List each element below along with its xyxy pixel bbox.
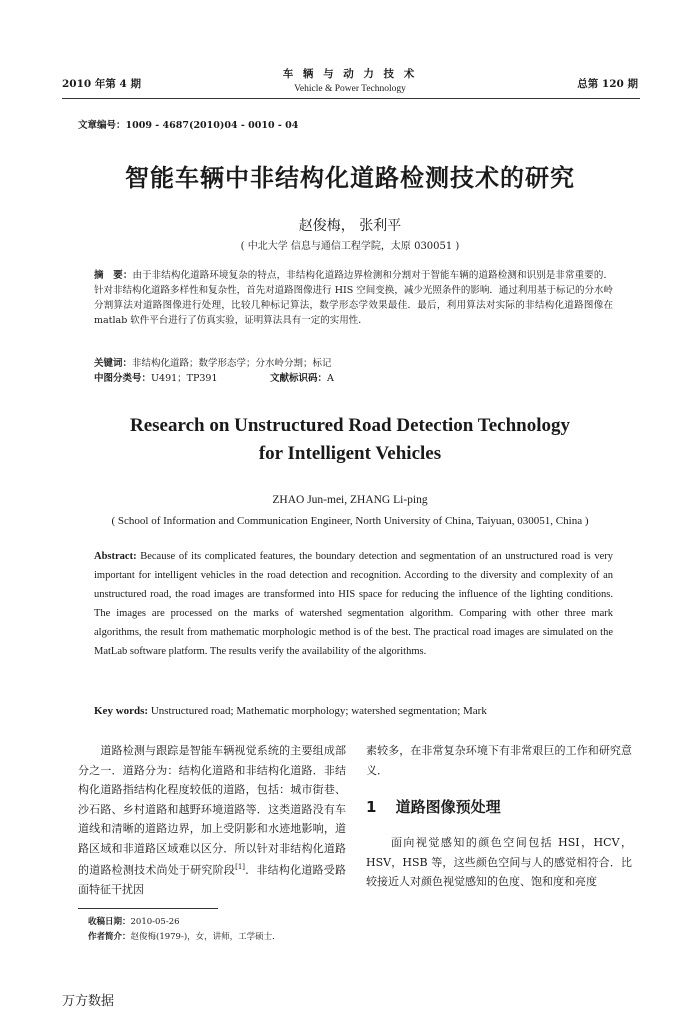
received-value: 2010-05-26: [130, 917, 180, 927]
doc-code-label: 文献标识码：: [270, 373, 328, 384]
header-rule: [62, 98, 640, 99]
body-right-bottom: 面向视觉感知的颜色空间包括 HSI，HCV，HSV，HSB 等，这些颜色空间与人的感觉相符合．比较接近人对颜色视觉感知的色度、饱和度和亮度: [366, 836, 632, 888]
keywords-cn-label: 关键词：: [94, 358, 133, 369]
affiliation-en: ( School of Information and Communication Engineer, North University of China, Taiyuan, 030051, China ): [111, 515, 589, 527]
page-title-cn: 智能车辆中非结构化道路检测技术的研究: [125, 164, 575, 192]
watermark: 万方数据: [62, 994, 115, 1009]
keywords-cn: [94, 356, 332, 371]
article-number-value: 1009 - 4687(2010)04 - 0010 - 04: [125, 120, 299, 131]
document-code: [270, 371, 334, 386]
keywords-cn-text: 非结构化道路；数学形态学；分水岭分割；标记: [132, 358, 332, 369]
doc-code-value: A: [327, 373, 334, 384]
section-heading: [366, 796, 501, 817]
keywords-en: [94, 705, 613, 717]
abstract-en-label: Abstract:: [94, 551, 137, 562]
section-number: 1: [366, 798, 377, 816]
issue-label: 2010 年第 4 期: [62, 78, 141, 90]
page-title-en-text: Research on Unstructured Road Detection Technology for Intelligent Vehicles: [130, 415, 570, 464]
author-bio: [88, 930, 281, 944]
author-bio-text: 赵俊梅(1979-)，女，讲师，工学硕士．: [130, 932, 281, 942]
author-bio-label: 作者简介：: [88, 932, 131, 942]
section-title: 道路图像预处理: [395, 798, 501, 816]
body-left-tail: ．非结构化道路受路面特征干扰因: [78, 863, 347, 897]
class-no-value: U491；TP391: [151, 373, 218, 384]
received-date: [88, 915, 180, 929]
body-left-text: 道路检测与跟踪是智能车辆视觉系统的主要组成部分之一．道路分为：结构化道路和非结构化道路．非结构化道路指结构化程度较低的道路，包括：城市街巷、沙石路、乡村道路和越野环境道路等．这类道路没有车道线和清晰的道路边界，加上受阴影和水迹地影响，道路区域和非道路区域难以区分．所以针对非结构化道路的道路检测技术尚处于研究阶段: [78, 744, 346, 877]
classification: [94, 371, 218, 386]
affiliation-cn: ( 中北大学 信息与通信工程学院，太原 030051 ): [240, 241, 460, 252]
class-no-label: 中图分类号：: [94, 373, 152, 384]
abstract-cn: [94, 268, 613, 328]
article-number: [78, 117, 298, 131]
body-right-top: 素较多，在非常复杂环境下有非常艰巨的工作和研究意义．: [366, 744, 632, 777]
article-number-label: 文章编号：: [78, 120, 126, 131]
citation-ref: [1]: [235, 863, 246, 871]
body-left-column: [78, 741, 346, 900]
abstract-en: [94, 547, 613, 661]
journal-name-en: Vehicle & Power Technology: [294, 84, 406, 94]
authors-en: ZHAO Jun-mei, ZHANG Li-ping: [272, 494, 428, 506]
keywords-en-label: Key words:: [94, 705, 149, 717]
received-label: 收稿日期：: [88, 917, 131, 927]
abstract-cn-label: 摘 要：: [94, 270, 133, 281]
total-issue-label: 总第 120 期: [577, 78, 638, 90]
abstract-cn-text: 由于非结构化道路环境复杂的特点，非结构化道路边界检测和分割对于智能车辆的道路检测和识别是非常重要的．针对非结构化道路多样性和复杂性，首先对道路图像进行 HIS 空间变换，减少光照条件的影响．通过利用基于标记的分水岭分割算法对道路图像进行处理，比较几种标记算法，数学形态学效果最佳．最后，利用算法对实际的非结构化道路图像在 matlab 软件平台进行了仿真实验，证明算法具有一定的实用性．: [94, 270, 613, 326]
journal-name-cn: 车 辆 与 动 力 技 术: [282, 68, 418, 80]
keywords-en-text: Unstructured road; Mathematic morphology; watershed segmentation; Mark: [148, 705, 487, 717]
abstract-en-text: Because of its complicated features, the boundary detection and segmentation of an unstructured road is very important for intelligent vehicles in the road detection and recognition. According to the diversity and complexity of an unstructured road, the road images are transformed into HIS space for reducing the influence of the lighting conditions. The images are processed on the marks of watershed segmentation algorithm. Comparing with other three mark algorithms, the result from mathematic morphologic method is of the best. The practical road images are simulated on the MatLab software platform. The results verify the availability of the algorithms.: [94, 551, 613, 657]
authors-cn: 赵俊梅， 张利平: [298, 218, 402, 234]
page-title-en: [0, 412, 700, 468]
footnote-rule: [78, 908, 218, 909]
